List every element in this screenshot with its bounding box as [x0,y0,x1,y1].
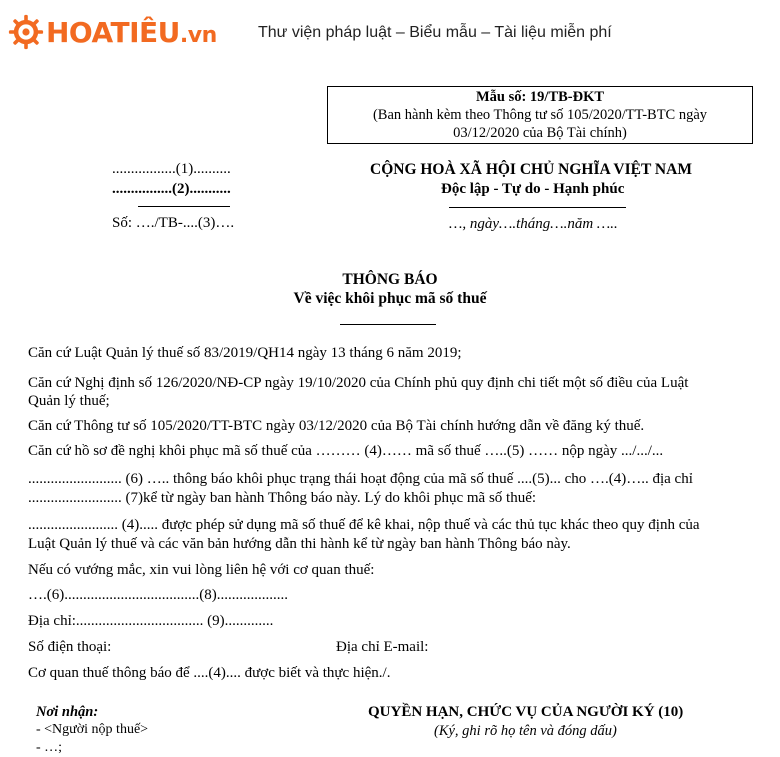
divider [449,207,626,208]
issuing-org-2: ................(2)........... [112,181,231,197]
permission-paragraph-cont: Luật Quản lý thuế và các văn bản hướng dẫn thi hành kể từ ngày ban hành Thông báo này. [28,536,571,552]
recipient-item: - <Người nộp thuế> [36,722,149,737]
divider [340,324,436,325]
hoatieu-logo[interactable] [8,12,217,52]
issuing-org-1: .................(1).......... [112,161,231,177]
contact-phone-label: Số điện thoại: [28,639,112,655]
country-name: CỘNG HOÀ XÃ HỘI CHỦ NGHĨA VIỆT NAM [370,161,692,178]
recipients-label: Nơi nhận: [36,704,99,720]
logo-wordmark: HOATIÊU.vn [46,15,217,49]
divider [138,206,230,207]
form-issued-line: (Ban hành kèm theo Thông tư số 105/2020/TT-BTC ngày [372,107,708,123]
closing-line: Cơ quan thuế thông báo để ....(4).... được biết và thực hiện./. [28,665,391,681]
recipient-item: - …; [36,740,63,755]
basis-law: Căn cứ Luật Quản lý thuế số 83/2019/QH14 ngày 13 tháng 6 năm 2019; [28,345,462,361]
signer-title: QUYỀN HẠN, CHỨC VỤ CỦA NGƯỜI KÝ (10) [368,704,684,720]
date-line: …, ngày….tháng….năm ….. [449,216,618,232]
form-code-box [327,86,753,144]
document-subtitle: Về việc khôi phục mã số thuế [293,290,487,307]
form-code: Mẫu số: 19/TB-ĐKT [475,89,605,105]
basis-request: Căn cứ hồ sơ đề nghị khôi phục mã số thuế của ……… (4)…… mã số thuế …..(5) …… nộp ngày .../.../... [28,443,664,459]
permission-paragraph: ........................ (4)..... được phép sử dụng mã số thuế để kê khai, nộp thuế và các thủ tục khác theo quy định của [28,517,700,533]
notice-paragraph: ......................... (6) ….. thông báo khôi phục trạng thái hoạt động của mã số thuế ....(5)... cho ….(4)….. địa chỉ [28,471,693,487]
contact-email-label: Địa chỉ E-mail: [336,639,429,655]
basis-decree-cont: Quản lý thuế; [28,393,110,409]
notice-paragraph-cont: ......................... (7)kể từ ngày ban hành Thông báo này. Lý do khôi phục mã số thuế: [28,490,537,506]
ship-wheel-icon [8,14,44,50]
site-tagline: Thư viện pháp luật – Biểu mẫu – Tài liệu miễn phí [258,24,612,41]
form-issued-line-2: 03/12/2020 của Bộ Tài chính) [453,125,627,141]
contact-agency: ….(6)....................................(8)................... [28,587,288,603]
basis-circular: Căn cứ Thông tư số 105/2020/TT-BTC ngày 03/12/2020 của Bộ Tài chính hướng dẫn về đăng ký thuế. [28,418,645,434]
signer-note: (Ký, ghi rõ họ tên và đóng dấu) [434,723,617,739]
document-title: THÔNG BÁO [342,271,438,288]
contact-intro: Nếu có vướng mắc, xin vui lòng liên hệ với cơ quan thuế: [28,562,375,578]
national-motto: Độc lập - Tự do - Hạnh phúc [441,181,625,197]
document-number: Số: …./TB-....(3)…. [112,215,235,231]
contact-address: Địa chỉ:.................................. (9)............. [28,613,274,629]
basis-decree: Căn cứ Nghị định số 126/2020/NĐ-CP ngày 19/10/2020 của Chính phủ quy định chi tiết một số điều của Luật [28,375,689,391]
